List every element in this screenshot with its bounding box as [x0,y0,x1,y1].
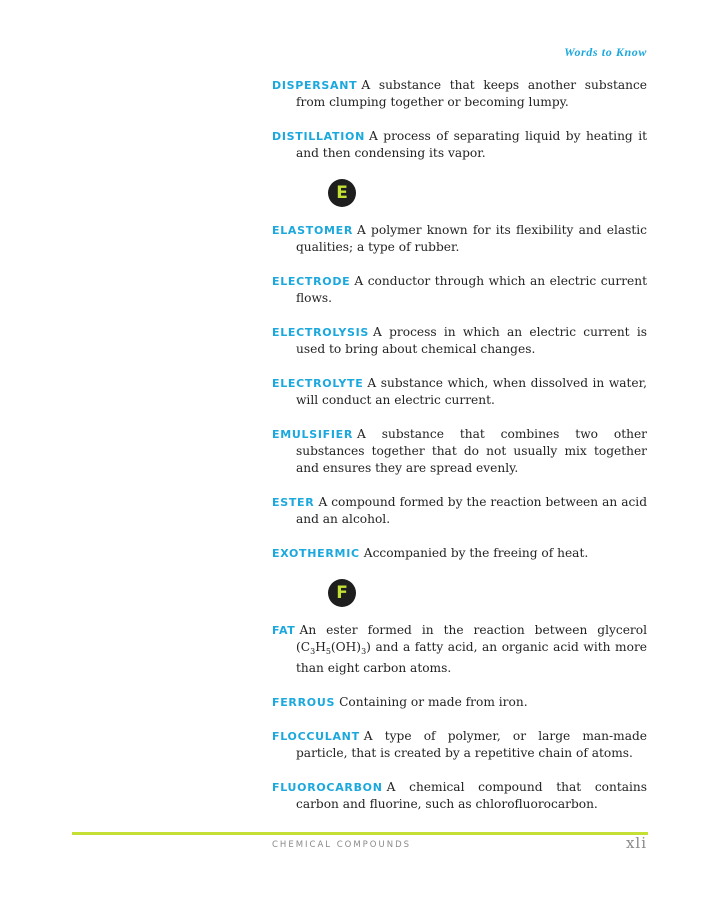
glossary-term: DISPERSANT [272,79,358,92]
glossary-term: FAT [272,624,296,637]
glossary-definition: A chemical compound that contains carbon and fluorine, such as chlorofluorocarbon. [296,780,647,811]
glossary-term: FLUOROCARBON [272,781,383,794]
glossary-term: ESTER [272,496,315,509]
glossary-term: DISTILLATION [272,130,365,143]
glossary-definition: A substance that keeps another substance from clumping together or becoming lumpy. [296,78,647,109]
letter-heading-e: E [328,179,356,207]
glossary-entry-fluorocarbon [272,779,647,813]
glossary-entry-dispersant [272,77,647,111]
glossary-definition: A type of polymer, or large man-made particle, that is created by a repetitive chain of atoms. [296,729,647,760]
glossary-entry-fat [272,622,647,677]
formula-element: C [300,640,311,654]
letter-heading-f: F [328,579,356,607]
glossary-definition: A process in which an electric current is used to bring about chemical changes. [296,325,647,356]
glossary-definition: ) and a fatty acid, an organic acid with more than eight carbon atoms. [296,640,647,675]
glossary-entry-electrode [272,273,647,307]
glossary-definition: A substance that combines two other substances together that do not usually mix together and ensures they are spread evenly. [296,427,647,475]
glossary-definition: A conductor through which an electric current flows. [296,274,647,305]
chemical-formula [301,640,366,654]
glossary [272,77,647,830]
formula-subscript: 5 [325,647,331,656]
glossary-definition: Containing or made from iron. [339,695,528,709]
glossary-definition: A process of separating liquid by heating it and then condensing its vapor. [296,129,647,160]
running-head: Words to Know [564,45,647,59]
glossary-definition: A compound formed by the reaction between an acid and an alcohol. [296,495,647,526]
glossary-term: ELECTRODE [272,275,351,288]
glossary-definition: A substance which, when dissolved in water, will conduct an electric current. [296,376,647,407]
glossary-term: FERROUS [272,696,336,709]
glossary-entry-distillation [272,128,647,162]
formula-subscript: 3 [361,647,367,656]
glossary-term: FLOCCULANT [272,730,360,743]
glossary-entry-ferrous [272,694,647,711]
footer-book-title: CHEMICAL COMPOUNDS [272,840,412,850]
glossary-entry-flocculant [272,728,647,762]
glossary-entry-electrolyte [272,375,647,409]
glossary-term: ELECTROLYTE [272,377,364,390]
glossary-entry-elastomer [272,222,647,256]
glossary-term: EMULSIFIER [272,428,354,441]
glossary-entry-ester [272,494,647,528]
formula-subscript: 3 [310,647,316,656]
formula-group: (OH) [330,640,362,654]
glossary-entry-emulsifier [272,426,647,477]
glossary-definition: An ester formed in the reaction between glycerol ( [296,623,647,654]
glossary-term: ELECTROLYSIS [272,326,370,339]
footer-rule [72,832,648,835]
formula-element: H [315,640,326,654]
glossary-term: ELASTOMER [272,224,354,237]
glossary-entry-electrolysis [272,324,647,358]
glossary-entry-exothermic [272,545,647,562]
page-number: xli [625,834,647,852]
glossary-definition: A polymer known for its flexibility and elastic qualities; a type of rubber. [296,223,647,254]
glossary-term: EXOTHERMIC [272,547,360,560]
glossary-definition: Accompanied by the freeing of heat. [363,546,589,560]
